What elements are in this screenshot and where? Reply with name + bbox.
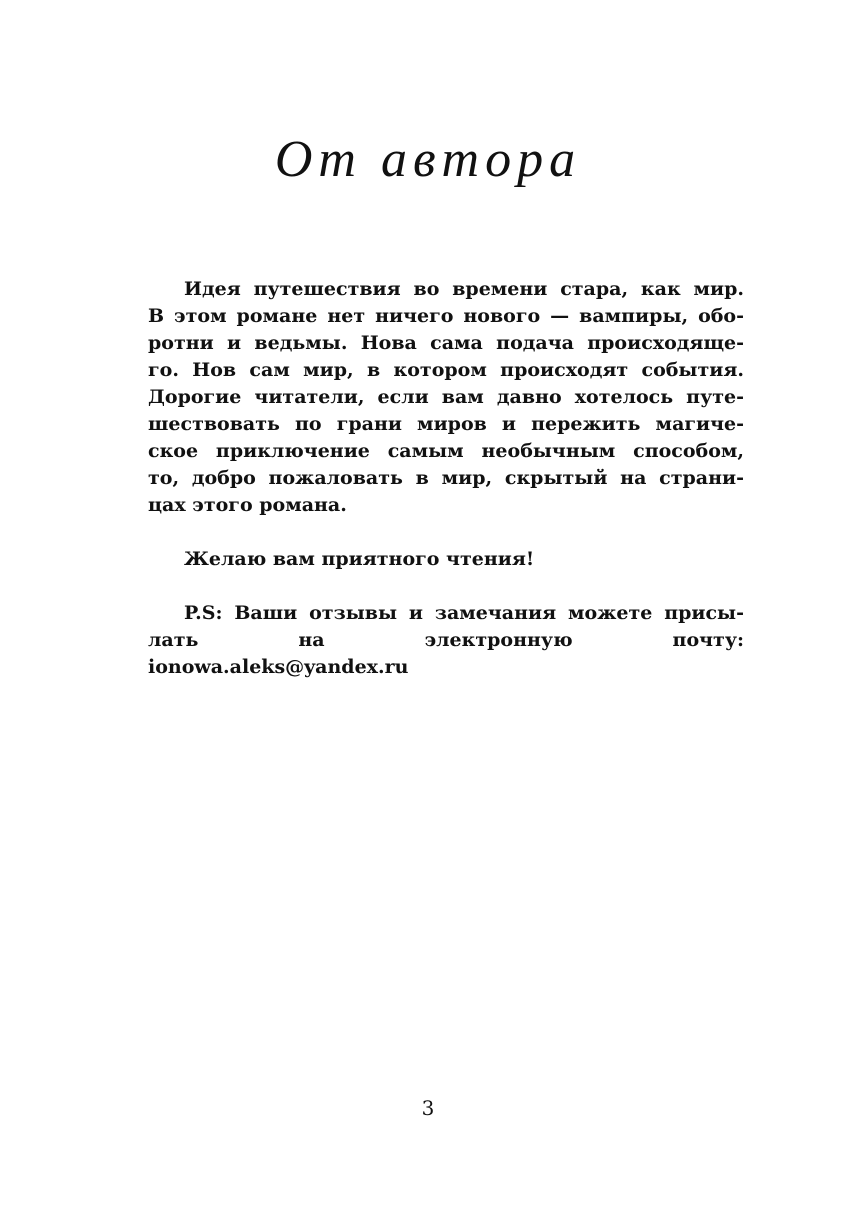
text-line: ротни и ведьмы. Нова сама подача происходяще- bbox=[148, 332, 744, 354]
email-address: ionowa.aleks@yandex.ru bbox=[148, 656, 409, 678]
text-line: лать на электронную почту: bbox=[148, 629, 744, 651]
text-line: то, добро пожаловать в мир, скрытый на страни- bbox=[148, 467, 744, 489]
paragraph-intro bbox=[148, 276, 744, 519]
page-number: 3 bbox=[421, 1096, 435, 1120]
text-line: ское приключение самым необычным способом, bbox=[148, 440, 744, 462]
text-line: цах этого романа. bbox=[148, 494, 347, 516]
paragraph-ps bbox=[148, 600, 744, 681]
text-line: Дорогие читатели, если вам давно хотелось путе- bbox=[148, 386, 744, 408]
author-note-text bbox=[148, 276, 744, 681]
text-line: Желаю вам приятного чтения! bbox=[184, 548, 535, 570]
text-line: В этом романе нет ничего нового — вампиры, обо- bbox=[148, 305, 744, 327]
text-line: P.S: Ваши отзывы и замечания можете присы- bbox=[184, 602, 744, 624]
page-title: От автора bbox=[274, 131, 582, 188]
text-line: шествовать по грани миров и пережить магиче- bbox=[148, 413, 744, 435]
paragraph-wish bbox=[148, 546, 744, 573]
text-line: Идея путешествия во времени стара, как мир. bbox=[184, 278, 744, 300]
text-line: го. Нов сам мир, в котором происходят события. bbox=[148, 359, 744, 381]
